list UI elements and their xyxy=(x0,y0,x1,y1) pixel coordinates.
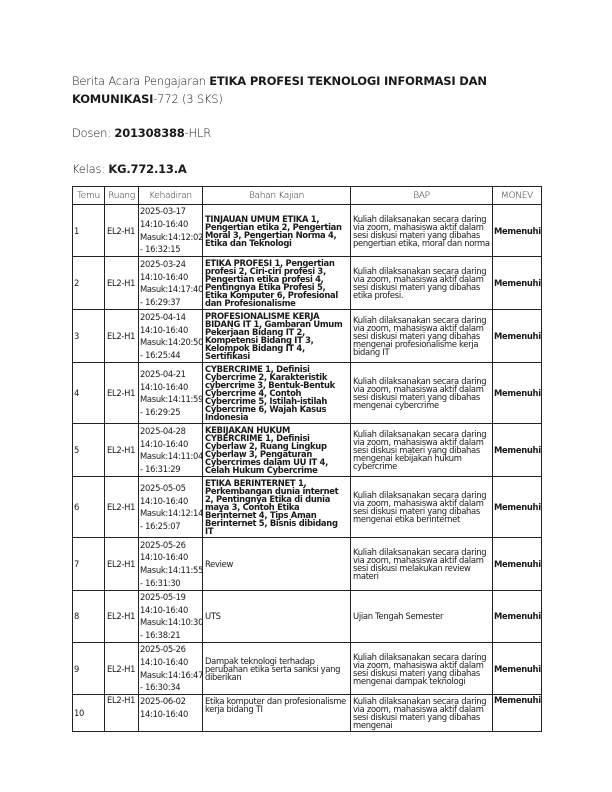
attendance-cell xyxy=(139,257,203,310)
bap-description: Kuliah dilaksanakan secara daring via zoom, mahasiswa aktif dalam sesi diskusi melakukan review materi xyxy=(351,538,493,590)
monev-status: Memenuhi xyxy=(493,590,542,642)
lecturer-suffix: -HLR xyxy=(184,126,212,140)
table-row xyxy=(73,695,542,732)
attendance-cell xyxy=(139,590,203,642)
lecturer-label: Dosen: xyxy=(72,126,115,140)
attendance-line: 14:10-16:40 xyxy=(140,495,188,506)
material-title: ETIKA BERINTERNET xyxy=(205,478,296,489)
attendance-line: 14:10-16:40 xyxy=(140,438,188,449)
material-cell xyxy=(203,538,351,590)
room-code: EL2-H1 xyxy=(105,257,139,310)
attendance-line: 2025-04-14 xyxy=(140,312,186,323)
material-body: Etika komputer dan profesionalisme kerja bidang TI xyxy=(205,696,346,715)
room-code: EL2-H1 xyxy=(105,205,139,257)
column-header-kehadiran: Kehadiran xyxy=(139,187,203,205)
attendance-cell xyxy=(139,424,203,477)
table-row xyxy=(73,205,542,257)
attendance-line: Masuk:14:11:04 xyxy=(140,451,204,462)
material-title: ETIKA PROFESI xyxy=(205,258,272,269)
material-body: 1, Pengertian etika 2, Pengertian Moral 3, Pengertian Norma 4, Etika dan Teknologi xyxy=(205,213,342,248)
attendance-line: 2025-05-26 xyxy=(140,644,186,655)
attendance-cell xyxy=(139,310,203,363)
attendance-line: 14:10-16:40 xyxy=(140,656,188,667)
attendance-cell xyxy=(139,363,203,424)
bap-description: Kuliah dilaksanakan secara daring via zoom, mahasiswa aktif dalam sesi diskusi materi yang dibahas mengenai cybercrime xyxy=(351,363,493,424)
room-code: EL2-H1 xyxy=(105,695,139,732)
room-code: EL2-H1 xyxy=(105,310,139,363)
table-row xyxy=(73,310,542,363)
teaching-record-table xyxy=(72,186,542,732)
material-cell xyxy=(203,205,351,257)
document-header xyxy=(72,72,542,178)
bap-description: Kuliah dilaksanakan secara daring via zoom, mahasiswa aktif dalam sesi diskusi materi yang dibahas mengenai xyxy=(351,695,493,732)
attendance-cell xyxy=(139,695,203,732)
attendance-line: Masuk:14:16:47 xyxy=(140,669,204,680)
title-prefix: Berita Acara Pengajaran xyxy=(72,74,210,88)
attendance-line: Masuk:14:20:50 xyxy=(140,337,204,348)
bap-description: Kuliah dilaksanakan secara daring via zoom, mahasiswa aktif dalam sesi diskusi materi yang dibahas etika profesi. xyxy=(351,257,493,310)
class-line xyxy=(72,160,542,178)
bap-description: Kuliah dilaksanakan secara daring via zoom, mahasiswa aktif dalam sesi diskusi materi yang dibahas mengenai etika berinternet xyxy=(351,477,493,538)
table-row xyxy=(73,257,542,310)
material-body: UTS xyxy=(205,611,221,622)
column-header-ruang: Ruang xyxy=(105,187,139,205)
meeting-number: 1 xyxy=(73,205,105,257)
attendance-line: Masuk:14:17:40 xyxy=(140,284,204,295)
attendance-cell xyxy=(139,538,203,590)
material-body: 1, Perkembangan dunia internet 2, Pentingnya Etika di dunia maya 3, Contoh Etika Berinternet 4, Tips Aman Berinternet 5, Bisnis dibidang IT xyxy=(205,478,339,537)
attendance-line: Masuk:14:12:02 xyxy=(140,231,204,242)
lecturer-line xyxy=(72,124,542,142)
attendance-line: - 16:29:25 xyxy=(140,406,181,417)
room-code: EL2-H1 xyxy=(105,642,139,694)
monev-status: Memenuhi xyxy=(493,205,542,257)
material-cell xyxy=(203,424,351,477)
bap-description: Ujian Tengah Semester xyxy=(351,590,493,642)
material-body: 1, Pengertian profesi 2, Ciri-ciri profesi 3, Pengertian etika profesi 4, Pentingnya Etika Profesi 5, Etika Komputer 6, Profesional dan Profesionalisme xyxy=(205,258,338,309)
table-body xyxy=(73,205,542,732)
attendance-line: 14:10-16:40 xyxy=(140,381,188,392)
attendance-line: 2025-05-26 xyxy=(140,539,186,550)
material-title: PROFESIONALISME KERJA BIDANG IT xyxy=(205,311,320,330)
course-name: ETIKA PROFESI TEKNOLOGI INFORMASI DAN KOMUNIKASI xyxy=(72,74,487,106)
attendance-line: 2025-03-24 xyxy=(140,259,186,270)
bap-description: Kuliah dilaksanakan secara daring via zoom, mahasiswa aktif dalam sesi diskusi materi yang dibahas mengenai profesionalisme kerja bidang IT xyxy=(351,310,493,363)
material-body: Review xyxy=(205,558,234,569)
bap-description: Kuliah dilaksanakan secara daring via zoom, mahasiswa aktif dalam sesi diskusi materi yang dibahas pengertian etika, moral dan norma xyxy=(351,205,493,257)
attendance-line: Masuk:14:11:59 xyxy=(140,394,204,405)
attendance-line: - 16:25:07 xyxy=(140,520,181,531)
attendance-line: - 16:38:21 xyxy=(140,629,181,640)
class-code: KG.772.13.A xyxy=(108,162,187,176)
material-cell xyxy=(203,363,351,424)
attendance-line: 14:10-16:40 xyxy=(140,219,188,230)
material-cell xyxy=(203,590,351,642)
material-title: KEBIJAKAN HUKUM CYBERCRIME xyxy=(205,425,290,444)
attendance-line: 14:10-16:40 xyxy=(140,324,188,335)
column-header-bahan-kajian: Bahan Kajian xyxy=(203,187,351,205)
attendance-line: 2025-05-05 xyxy=(140,483,186,494)
meeting-number: 8 xyxy=(73,590,105,642)
lecturer-id: 201308388 xyxy=(114,126,185,140)
bap-description: Kuliah dilaksanakan secara daring via zoom, mahasiswa aktif dalam sesi diskusi materi yang dibahas mengenai dampak teknologi xyxy=(351,642,493,694)
document-title xyxy=(72,72,542,108)
material-title: TINJAUAN UMUM ETIKA xyxy=(205,213,309,224)
attendance-cell xyxy=(139,477,203,538)
meeting-number: 4 xyxy=(73,363,105,424)
table-row xyxy=(73,363,542,424)
material-cell xyxy=(203,642,351,694)
attendance-line: - 16:29:37 xyxy=(140,296,181,307)
column-header-bap: BAP xyxy=(351,187,493,205)
meeting-number: 5 xyxy=(73,424,105,477)
attendance-line: 2025-04-28 xyxy=(140,426,186,437)
room-code: EL2-H1 xyxy=(105,424,139,477)
material-body: 1, Definisi Cybercrime 2, Karakteristik cybercrime 3, Bentuk-Bentuk Cybercrime 4, Contoh Cybercrime 5, Istilah-istilah Cybercrime 6, Wajah Kasus Indonesia xyxy=(205,364,335,423)
monev-status: Memenuhi xyxy=(493,538,542,590)
monev-status: Memenuhi xyxy=(493,310,542,363)
table-row xyxy=(73,538,542,590)
table-row xyxy=(73,477,542,538)
attendance-line: 14:10-16:40 xyxy=(140,604,188,615)
meeting-number: 10 xyxy=(73,695,105,732)
attendance-line: 2025-03-17 xyxy=(140,206,186,217)
material-body: Dampak teknologi terhadap perubahan etika serta sanksi yang diberikan xyxy=(205,655,341,682)
class-label: Kelas: xyxy=(72,162,109,176)
attendance-line: 2025-05-19 xyxy=(140,592,186,603)
room-code: EL2-H1 xyxy=(105,363,139,424)
attendance-line: - 16:25:44 xyxy=(140,349,181,360)
meeting-number: 7 xyxy=(73,538,105,590)
meeting-number: 3 xyxy=(73,310,105,363)
attendance-line: - 16:31:30 xyxy=(140,577,181,588)
column-header-monev: MONEV xyxy=(493,187,542,205)
table-row xyxy=(73,642,542,694)
attendance-line: - 16:32:15 xyxy=(140,244,181,255)
material-cell xyxy=(203,477,351,538)
table-row xyxy=(73,590,542,642)
attendance-cell xyxy=(139,205,203,257)
course-suffix: -772 (3 SKS) xyxy=(153,92,223,106)
material-title: CYBERCRIME xyxy=(205,364,263,375)
bap-description: Kuliah dilaksanakan secara daring via zoom, mahasiswa aktif dalam sesi diskusi materi yang dibahas mengenai kebijakan hukum cybercrime xyxy=(351,424,493,477)
meeting-number: 6 xyxy=(73,477,105,538)
attendance-line: 14:10-16:40 xyxy=(140,552,188,563)
attendance-line: 14:10-16:40 xyxy=(140,708,188,719)
attendance-line: 2025-04-21 xyxy=(140,369,186,380)
meeting-number: 9 xyxy=(73,642,105,694)
attendance-line: Masuk:14:12:14 xyxy=(140,508,204,519)
material-cell xyxy=(203,310,351,363)
material-cell xyxy=(203,257,351,310)
table-row xyxy=(73,424,542,477)
table-header-row xyxy=(73,187,542,205)
attendance-line: - 16:30:34 xyxy=(140,682,181,693)
monev-status: Memenuhi xyxy=(493,695,542,732)
material-cell xyxy=(203,695,351,732)
attendance-line: Masuk:14:10:30 xyxy=(140,617,204,628)
room-code: EL2-H1 xyxy=(105,477,139,538)
attendance-line: 14:10-16:40 xyxy=(140,271,188,282)
material-body: 1, Definisi Cyberlaw 2, Ruang Lingkup Cyberlaw 3, Pengaturan Cybercrimes dalam UU IT 4, Celah Hukum Cybercrime xyxy=(205,433,328,476)
monev-status: Memenuhi xyxy=(493,257,542,310)
meeting-number: 2 xyxy=(73,257,105,310)
room-code: EL2-H1 xyxy=(105,538,139,590)
monev-status: Memenuhi xyxy=(493,477,542,538)
attendance-line: 2025-06-02 xyxy=(140,696,186,707)
column-header-temu: Temu xyxy=(73,187,105,205)
room-code: EL2-H1 xyxy=(105,590,139,642)
attendance-line: Masuk:14:11:55 xyxy=(140,564,204,575)
attendance-line: - 16:31:29 xyxy=(140,463,181,474)
monev-status: Memenuhi xyxy=(493,424,542,477)
monev-status: Memenuhi xyxy=(493,363,542,424)
monev-status: Memenuhi xyxy=(493,642,542,694)
attendance-cell xyxy=(139,642,203,694)
material-body: 1, Gambaran Umum Pekerjaan Bidang IT 2, Kompetensi Bidang IT 3, Kelompok Bidang IT 4, Sertifikasi xyxy=(205,319,343,362)
